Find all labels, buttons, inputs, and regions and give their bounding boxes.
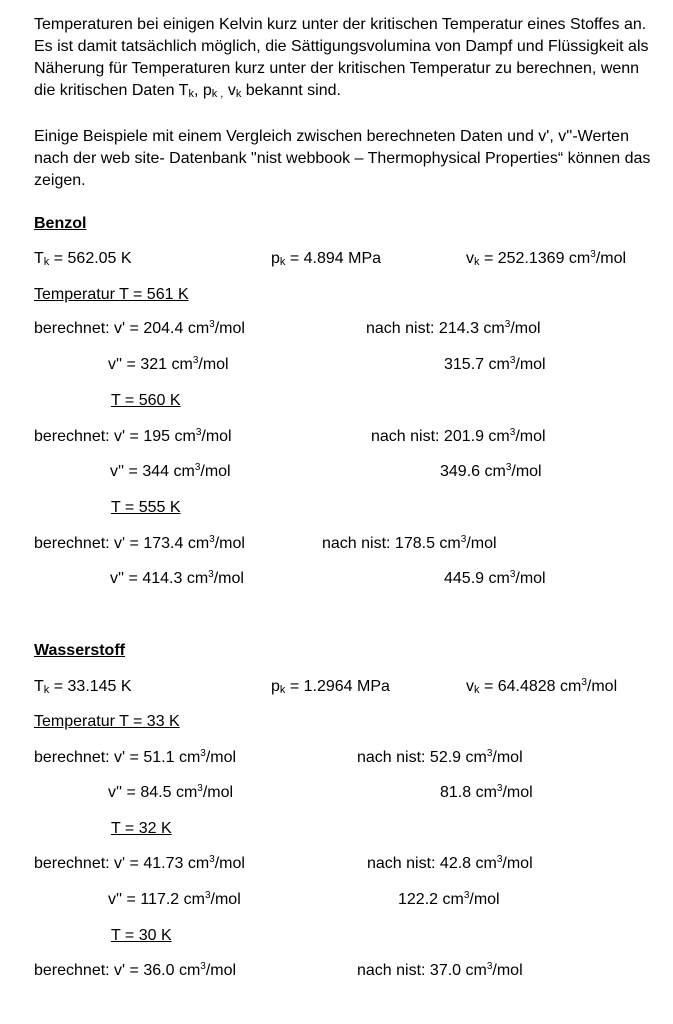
unit-cm3-per-mol: $cm^3$/mol [560,677,618,695]
unit-cm3-per-mol: $cm^3$/mol [465,748,523,766]
benzol-temp-560-heading: T = 560 K [111,392,181,409]
benzol-temp-555-heading: T = 555 K [111,499,181,516]
benzol-555-nist-v2: 445.9 $cm^3$/mol [444,569,546,587]
benzol-560-nist-v1: nach nist: 201.9 $cm^3$/mol [371,427,546,445]
intro-paragraph-2: Einige Beispiele mit einem Vergleich zwischen berechneten Daten und v', v''-Werten nach der web site- Datenbank "nist webbook – Thermophysical Properties“ können das zeigen. [34,128,651,189]
benzol-561-nist-v1: nach nist: 214.3 $cm^3$/mol [366,319,541,337]
unit-cm3-per-mol: $cm^3$/mol [187,319,245,337]
wasserstoff-33-nist-v2: 81.8 $cm^3$/mol [440,783,533,801]
unit-cm3-per-mol: $cm^3$/mol [475,783,533,801]
benzol-555-nist-v1: nach nist: 178.5 $cm^3$/mol [322,534,497,552]
wasserstoff-32-nist-v1: nach nist: 42.8 $cm^3$/mol [367,854,533,872]
unit-cm3-per-mol: $cm^3$/mol [568,249,627,267]
unit-cm3-per-mol: $cm^3$/mol [187,854,245,872]
unit-cm3-per-mol: $cm^3$/mol [178,961,237,979]
wasserstoff-vk: $v_k = 64.4828$ $cm^3$/mol [466,677,618,696]
benzol-temp-561-heading: Temperatur T = 561 K [34,286,189,303]
unit-cm3-per-mol: $cm^3$/mol [488,355,546,373]
unit-cm3-per-mol: $cm^3$/mol [183,890,241,908]
unit-cm3-per-mol: $cm^3$/mol [475,854,533,872]
unit-cm3-per-mol: $cm^3$/mol [483,319,541,337]
benzol-555-calc-v2: v'' = 414.3 $cm^3$/mol [110,569,244,587]
unit-cm3-per-mol: $cm^3$/mol [178,748,237,766]
wasserstoff-temp-32-heading: T = 32 K [111,820,172,837]
wasserstoff-30-nist-v1: nach nist: 37.0 $cm^3$/mol [357,961,523,979]
intro-paragraph-1: Temperaturen bei einigen Kelvin kurz unter der kritischen Temperatur eines Stoffes an. Es ist damit tatsächlich möglich, die Sättigungsvolumina von Dampf und Flüssigkeit als Näherung für Temperaturen kurz unter der kritischen Temperatur zu berechnen, wenn die kritischen Daten $T_k$, $p_{k ,}$ $v_k$ bekannt sind. [34,16,649,100]
benzol-561-calc-v1: berechnet: v' = 204.4 $cm^3$/mol [34,319,245,337]
wasserstoff-33-calc-v2: v'' = 84.5 $cm^3$/mol [108,783,234,801]
benzol-560-nist-v2: 349.6 $cm^3$/mol [440,462,542,480]
benzol-555-calc-v1: berechnet: v' = 173.4 $cm^3$/mol [34,534,245,552]
wasserstoff-32-nist-v2: 122.2 $cm^3$/mol [398,890,500,908]
benzol-vk: $v_k = 252.1369$ $cm^3$/mol [466,249,627,268]
benzol-tk: $T_k = 562.05$ K [34,250,132,268]
wasserstoff-32-calc-v2: v'' = 117.2 $cm^3$/mol [108,890,241,908]
wasserstoff-pk: $p_k = 1.2964$ MPa [271,678,390,696]
benzol-560-calc-v2: v'' = 344 $cm^3$/mol [110,462,231,480]
benzol-561-calc-v2: v'' = 321 $cm^3$/mol [108,355,229,373]
wasserstoff-32-calc-v1: berechnet: v' = 41.73 $cm^3$/mol [34,854,245,872]
unit-cm3-per-mol: $cm^3$/mol [442,890,500,908]
unit-cm3-per-mol: $cm^3$/mol [171,355,229,373]
unit-cm3-per-mol: $cm^3$/mol [488,569,546,587]
unit-cm3-per-mol: $cm^3$/mol [175,783,234,801]
unit-cm3-per-mol: $cm^3$/mol [187,534,245,552]
wasserstoff-temp-33-heading: Temperatur T = 33 K [34,713,180,730]
unit-cm3-per-mol: $cm^3$/mol [488,427,546,445]
wasserstoff-temp-30-heading: T = 30 K [111,927,172,944]
wasserstoff-heading: Wasserstoff [34,642,125,659]
wasserstoff-33-calc-v1: berechnet: v' = 51.1 $cm^3$/mol [34,748,237,766]
benzol-560-calc-v1: berechnet: v' = 195 $cm^3$/mol [34,427,232,445]
unit-cm3-per-mol: $cm^3$/mol [174,427,232,445]
unit-cm3-per-mol: $cm^3$/mol [465,961,523,979]
unit-cm3-per-mol: $cm^3$/mol [484,462,542,480]
unit-cm3-per-mol: $cm^3$/mol [186,569,244,587]
benzol-pk: $p_k = 4.894$ MPa [271,250,382,268]
unit-cm3-per-mol: $cm^3$/mol [439,534,497,552]
wasserstoff-30-calc-v1: berechnet: v' = 36.0 $cm^3$/mol [34,961,237,979]
wasserstoff-tk: $T_k = 33.145$ K [34,678,132,696]
wasserstoff-33-nist-v1: nach nist: 52.9 $cm^3$/mol [357,748,523,766]
benzol-heading: Benzol [34,215,87,232]
unit-cm3-per-mol: $cm^3$/mol [173,462,231,480]
benzol-561-nist-v2: 315.7 $cm^3$/mol [444,355,546,373]
